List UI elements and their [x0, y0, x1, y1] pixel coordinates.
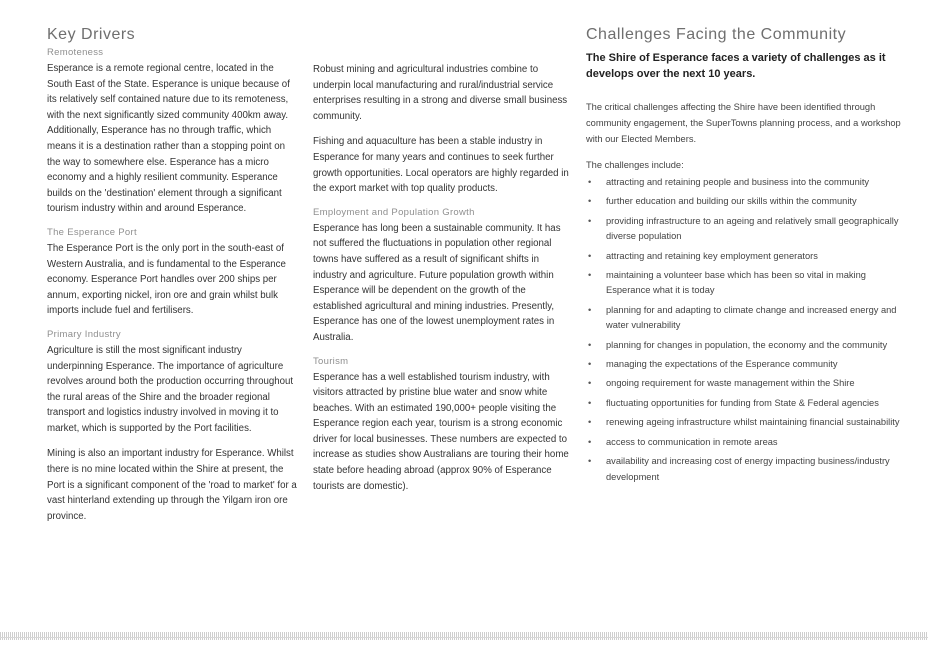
challenge-item — [586, 376, 906, 391]
challenge-item — [586, 454, 906, 485]
tourism-text: Esperance has a well established tourism industry, with visitors attracted by pristine blue water and snow white beaches. With an estimated 190,000+ people visiting the Esperance region each year, tourism is a strong economic driver for local businesses. These numbers are expected to increase as studies show Australians are touring their home state before heading abroad (approx 90% of Esperance tourists are domestic). — [313, 371, 569, 492]
challenge-item — [586, 249, 906, 264]
challenges-column — [586, 26, 906, 489]
challenge-text: access to communication in remote areas — [606, 436, 778, 447]
bullet-icon: • — [588, 378, 592, 389]
key-drivers-title: Key Drivers — [47, 26, 136, 43]
bullet-icon: • — [588, 359, 592, 370]
agriculture-text: Agriculture is still the most significant industry underpinning Esperance. The importance of agriculture revolves around both the production occurring throughout the rural areas of the Shire and the broader regional transport and logistics industry involved in moving it to market, which is supported by the Port facilities. — [47, 344, 294, 434]
challenge-text: ongoing requirement for waste management within the Shire — [606, 378, 855, 389]
bullet-icon: • — [588, 436, 592, 447]
employment-heading: Employment and Population Growth — [313, 206, 475, 218]
challenge-text: further education and building our skills within the community — [606, 196, 857, 207]
challenges-title: Challenges Facing the Community — [586, 26, 847, 43]
challenge-text: fluctuating opportunities for funding from State & Federal agencies — [606, 397, 879, 408]
key-drivers-column — [47, 26, 297, 534]
challenges-list — [586, 175, 906, 485]
challenge-text: managing the expectations of the Esperance community — [606, 359, 838, 370]
fishing-text: Fishing and aquaculture has been a stable industry in Esperance for many years and continues to seek further growth opportunities. Local operators are highly regarded in the export market with top quality products. — [313, 136, 569, 195]
bullet-icon: • — [588, 270, 592, 281]
employment-text: Esperance has long been a sustainable community. It has not suffered the fluctuations in population other regional towns have suffered as a result of significant shifts in industry and agriculture. Future population growth within Esperance will be dependent on the growth of the established agricultural and mining industries. Presently, Esperance has one of the lowest unemployment rates in Australia. — [313, 222, 561, 343]
challenge-item — [586, 175, 906, 190]
challenges-intro: The critical challenges affecting the Shire have been identified through community engagement, the SuperTowns planning process, and a workshop with our Elected Members. — [586, 102, 901, 144]
primary-industry-heading: Primary Industry — [47, 328, 121, 340]
remoteness-text: Esperance is a remote regional centre, located in the South East of the State. Esperance is unique because of its relatively self contained nature due to its remoteness, with the next significantly sized community 400km away. Additionally, Esperance has no through traffic, which means it is a destination rather than a stopping point on the way to somewhere else. Esperance has a micro economy and a highly resilient community. Esperance builds on the 'destination' element through a significant tourism industry within and around Esperance. — [47, 63, 290, 215]
bullet-icon: • — [588, 456, 592, 467]
challenge-text: planning for changes in population, the economy and the community — [606, 339, 888, 350]
port-heading: The Esperance Port — [47, 226, 137, 238]
challenges-lead: The Shire of Esperance faces a variety of challenges as it develops over the next 10 years. — [586, 52, 886, 80]
middle-column — [313, 62, 575, 504]
port-text: The Esperance Port is the only port in the south-east of Western Australia, and is fundamental to the Esperance economy. Esperance Port handles over 200 ships per annum, exporting nickel, iron ore and grain whilst bulk imports include fuel and fertilisers. — [47, 242, 286, 317]
manufacturing-text: Robust mining and agricultural industries combine to underpin local manufacturing and rural/industrial service enterprises resulting in a strong and diverse small business community. — [313, 64, 568, 122]
challenge-text: availability and increasing cost of energy impacting business/industry development — [606, 456, 890, 482]
challenge-text: maintaining a volunteer base which has been so vital in making Esperance what it is today — [606, 270, 866, 296]
bullet-icon: • — [588, 417, 592, 428]
challenge-item — [586, 268, 906, 299]
challenge-item — [586, 357, 906, 372]
mining-text: Mining is also an important industry for Esperance. Whilst there is no mine located within the Shire at present, the Port is a significant component of the 'road to market' for a vast hinterland extending up through the Yilgarn iron ore province. — [47, 448, 297, 522]
footer-dotted-rule — [0, 632, 928, 640]
bullet-icon: • — [588, 196, 592, 207]
challenge-item — [586, 214, 906, 245]
challenge-item — [586, 435, 906, 450]
challenge-item — [586, 415, 906, 430]
bullet-icon: • — [588, 177, 592, 187]
challenge-text: providing infrastructure to an ageing and relatively small geographically diverse population — [606, 215, 899, 242]
bullet-icon: • — [588, 250, 592, 261]
bullet-icon: • — [588, 397, 592, 408]
remoteness-heading: Remoteness — [47, 47, 104, 58]
challenge-text: attracting and retaining key employment generators — [606, 250, 818, 261]
bullet-icon: • — [588, 304, 592, 315]
bullet-icon: • — [588, 215, 592, 226]
footer-line — [0, 637, 928, 638]
tourism-heading: Tourism — [313, 355, 349, 367]
challenge-item — [586, 396, 906, 411]
challenge-text: renewing ageing infrastructure whilst maintaining financial sustainability — [606, 417, 900, 428]
challenge-item — [586, 338, 906, 353]
challenge-item — [586, 303, 906, 334]
bullet-icon: • — [588, 339, 592, 350]
challenge-text: attracting and retaining people and business into the community — [606, 177, 870, 187]
challenge-text: planning for and adapting to climate change and increased energy and water vulnerability — [606, 304, 897, 331]
challenges-list-intro: The challenges include: — [586, 160, 684, 170]
challenge-item — [586, 194, 906, 209]
